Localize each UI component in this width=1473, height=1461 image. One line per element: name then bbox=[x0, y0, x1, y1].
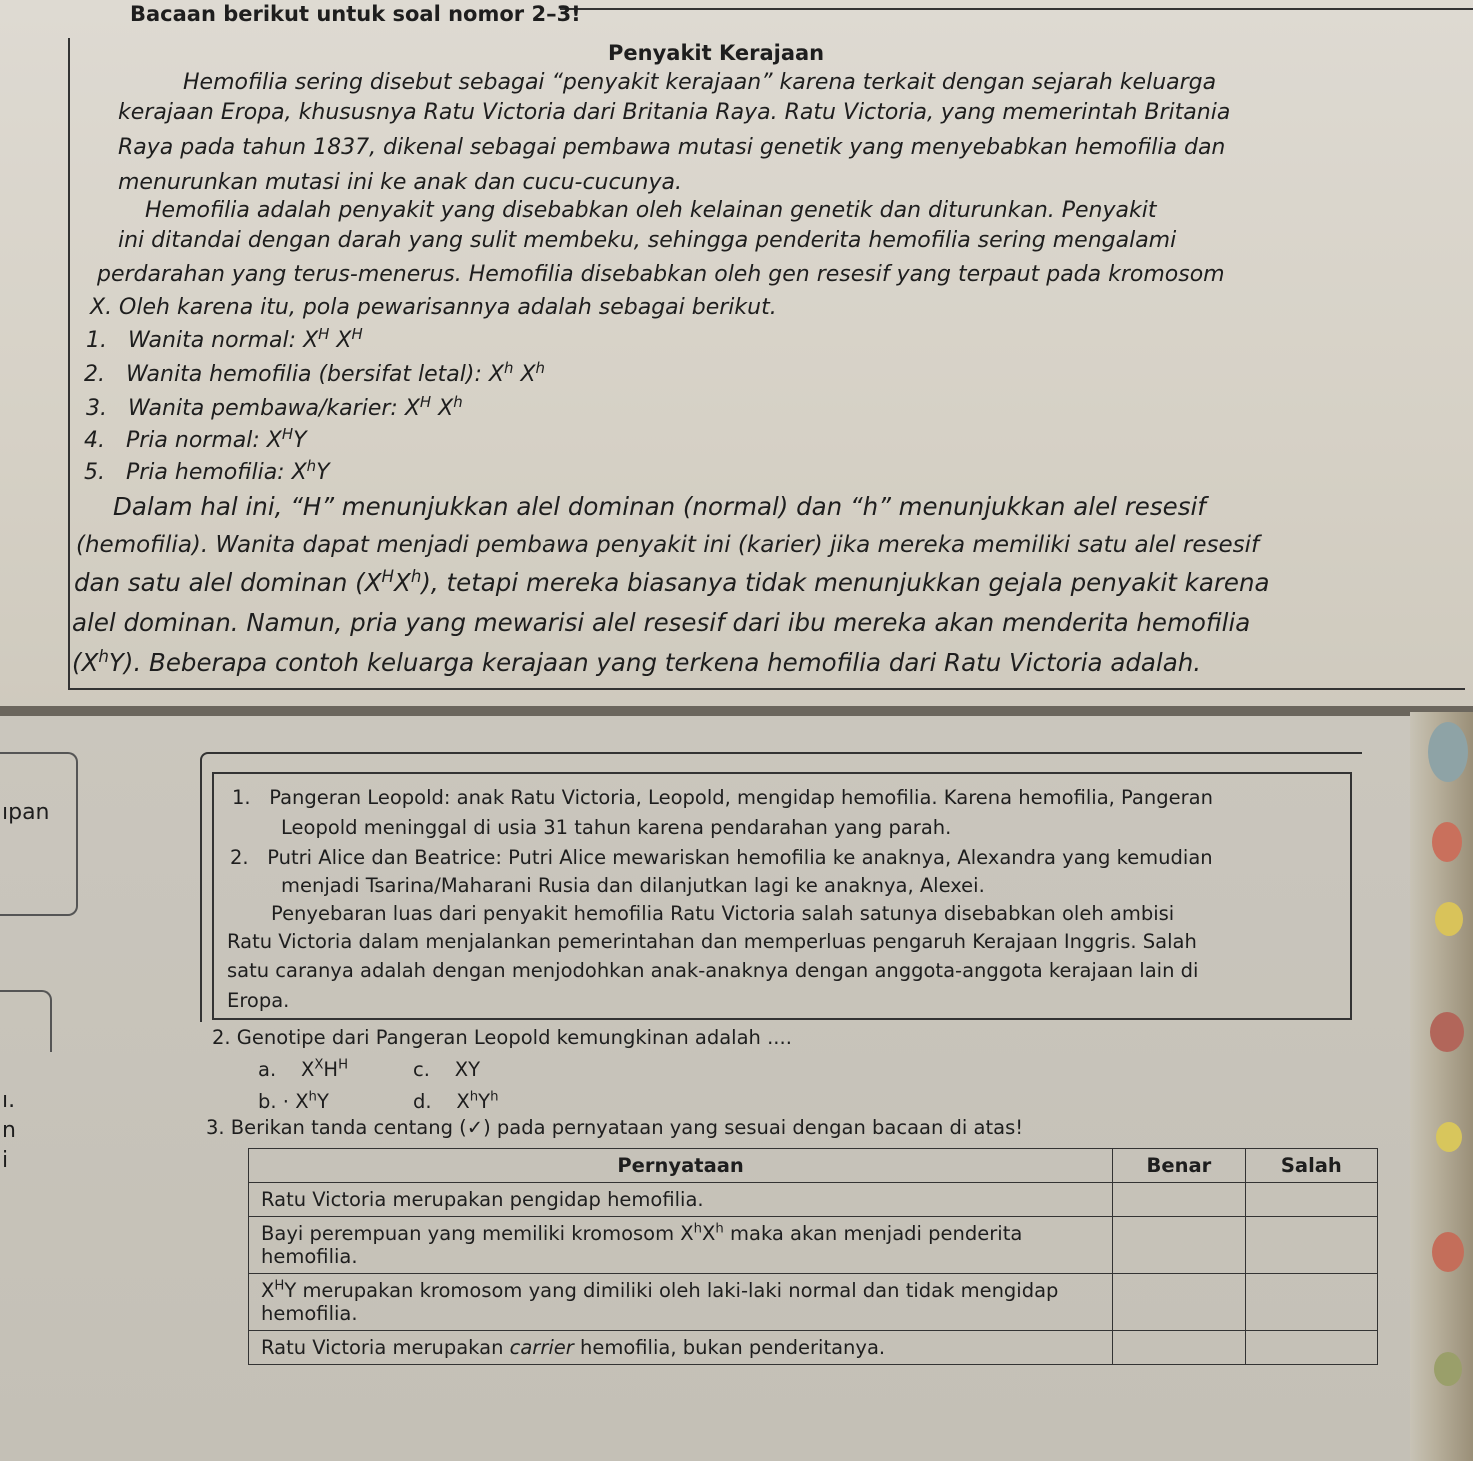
genotype-item-1: 1. Wanita normal: $X^H$ $X^H$ bbox=[86, 324, 363, 353]
true-checkbox-cell[interactable] bbox=[1113, 1274, 1246, 1331]
examples-paragraph: Ratu Victoria dalam menjalankan pemerintahan dan memperluas pengaruh Kerajaan Inggris. Salah bbox=[227, 930, 1197, 953]
paragraph-2-line: $(X^hY)$. Beberapa contoh keluarga kerajaan yang terkena hemofilia dari Ratu Victoria adalah. bbox=[72, 646, 1202, 677]
example-2-cont: menjadi Tsarina/Maharani Rusia dan dilanjutkan lagi ke anaknya, Alexei. bbox=[281, 874, 985, 897]
statement-text: Bayi perempuan yang memiliki kromosom $X^hX^h$ maka akan menjadi penderita hemofilia. bbox=[249, 1217, 1113, 1274]
example-2: 2. Putri Alice dan Beatrice: Putri Alice mewariskan hemofilia ke anaknya, Alexandra yang kemudian bbox=[230, 846, 1213, 869]
passage-line: perdarahan yang terus-menerus. Hemofilia disebabkan oleh gen resesif yang terpaut pada kromosom bbox=[97, 262, 1225, 287]
true-checkbox-cell[interactable] bbox=[1113, 1183, 1246, 1217]
paragraph-2-line: (hemofilia). Wanita dapat menjadi pembawa penyakit ini (karier) jika mereka memiliki satu alel resesif bbox=[76, 532, 1260, 558]
passage-line: kerajaan Eropa, khususnya Ratu Victoria dari Britania Raya. Ratu Victoria, yang memerintah Britania bbox=[118, 100, 1231, 125]
passage-line: X. Oleh karena itu, pola pewarisannya adalah sebagai berikut. bbox=[90, 295, 777, 320]
frame-top-border bbox=[560, 8, 1473, 10]
paragraph-2-line: alel dominan. Namun, pria yang mewarisi alel resesif dari ibu mereka akan menderita hemofilia bbox=[72, 608, 1251, 637]
previous-box-edge bbox=[0, 990, 52, 1052]
passage-line: Hemofilia sering disebut sebagai “penyakit kerajaan” karena terkait dengan sejarah keluarga bbox=[183, 70, 1217, 95]
fabric-background bbox=[1410, 712, 1473, 1461]
option-d[interactable]: d. $X^hY^h$ bbox=[413, 1089, 499, 1113]
false-checkbox-cell[interactable] bbox=[1245, 1331, 1377, 1365]
examples-paragraph: satu caranya adalah dengan menjodohkan anak-anaknya dengan anggota-anggota kerajaan lain di bbox=[227, 959, 1199, 982]
table-row bbox=[249, 1274, 1378, 1331]
table-row bbox=[249, 1183, 1378, 1217]
examples-paragraph: Eropa. bbox=[227, 989, 290, 1012]
header-true: Benar bbox=[1113, 1149, 1246, 1183]
table-header-row bbox=[249, 1149, 1378, 1183]
statement-text: $X^HY$ merupakan kromosom yang dimiliki oleh laki-laki normal dan tidak mengidap hemofilia. bbox=[249, 1274, 1113, 1331]
option-b[interactable]: b. · $X^hY$ bbox=[258, 1089, 329, 1113]
passage-title: Penyakit Kerajaan bbox=[608, 41, 825, 65]
cut-off-text: ıpan bbox=[2, 800, 50, 825]
paragraph-2-line: Dalam hal ini, “H” menunjukkan alel dominan (normal) dan “h” menunjukkan alel resesif bbox=[113, 492, 1206, 521]
genotype-item-2: 2. Wanita hemofilia (bersifat letal): $X^h$ $X^h$ bbox=[84, 358, 545, 387]
genotype-item-5: 5. Pria hemofilia: $X^hY$ bbox=[84, 456, 330, 485]
table-row bbox=[249, 1217, 1378, 1274]
examples-paragraph: Penyebaran luas dari penyakit hemofilia Ratu Victoria salah satunya disebabkan oleh ambisi bbox=[271, 902, 1175, 925]
cut-off-text: i bbox=[2, 1148, 9, 1173]
example-1-cont: Leopold meninggal di usia 31 tahun karena pendarahan yang parah. bbox=[281, 816, 952, 839]
genotype-item-4: 4. Pria normal: $X^HY$ bbox=[84, 424, 307, 453]
reading-instruction: Bacaan berikut untuk soal nomor 2–3! bbox=[130, 2, 581, 26]
header-false: Salah bbox=[1245, 1149, 1377, 1183]
passage-line: Hemofilia adalah penyakit yang disebabkan oleh kelainan genetik dan diturunkan. Penyakit bbox=[145, 198, 1157, 223]
passage-line: menurunkan mutasi ini ke anak dan cucu-cucunya. bbox=[118, 170, 682, 195]
false-checkbox-cell[interactable] bbox=[1245, 1274, 1377, 1331]
statement-text: Ratu Victoria merupakan carrier hemofilia, bukan penderitanya. bbox=[249, 1331, 1113, 1365]
true-checkbox-cell[interactable] bbox=[1113, 1331, 1246, 1365]
question-3: 3. Berikan tanda centang (✓) pada pernyataan yang sesuai dengan bacaan di atas! bbox=[206, 1116, 1024, 1139]
false-checkbox-cell[interactable] bbox=[1245, 1183, 1377, 1217]
true-checkbox-cell[interactable] bbox=[1113, 1217, 1246, 1274]
cut-off-text: ı. bbox=[2, 1088, 16, 1113]
option-c[interactable]: c. XY bbox=[413, 1058, 480, 1081]
paragraph-2-line: dan satu alel dominan $(X^HX^h)$, tetapi mereka biasanya tidak menunjukkan gejala penyakit karena bbox=[74, 566, 1270, 597]
cut-off-text: n bbox=[2, 1118, 16, 1143]
question-2: 2. Genotipe dari Pangeran Leopold kemungkinan adalah .... bbox=[212, 1026, 792, 1049]
statement-text: Ratu Victoria merupakan pengidap hemofilia. bbox=[249, 1183, 1113, 1217]
previous-box-edge bbox=[0, 752, 78, 916]
genotype-item-3: 3. Wanita pembawa/karier: $X^H$ $X^h$ bbox=[86, 392, 463, 421]
header-statement: Pernyataan bbox=[249, 1149, 1113, 1183]
passage-line: Raya pada tahun 1837, dikenal sebagai pembawa mutasi genetik yang menyebabkan hemofilia dan bbox=[118, 135, 1226, 160]
table-row bbox=[249, 1331, 1378, 1365]
false-checkbox-cell[interactable] bbox=[1245, 1217, 1377, 1274]
passage-line: ini ditandai dengan darah yang sulit membeku, sehingga penderita hemofilia sering mengalami bbox=[118, 228, 1177, 253]
option-a[interactable]: a. $X^XH^H$ bbox=[258, 1057, 349, 1081]
example-1: 1. Pangeran Leopold: anak Ratu Victoria, Leopold, mengidap hemofilia. Karena hemofilia, Pangeran bbox=[232, 786, 1213, 809]
statement-table bbox=[248, 1148, 1378, 1365]
